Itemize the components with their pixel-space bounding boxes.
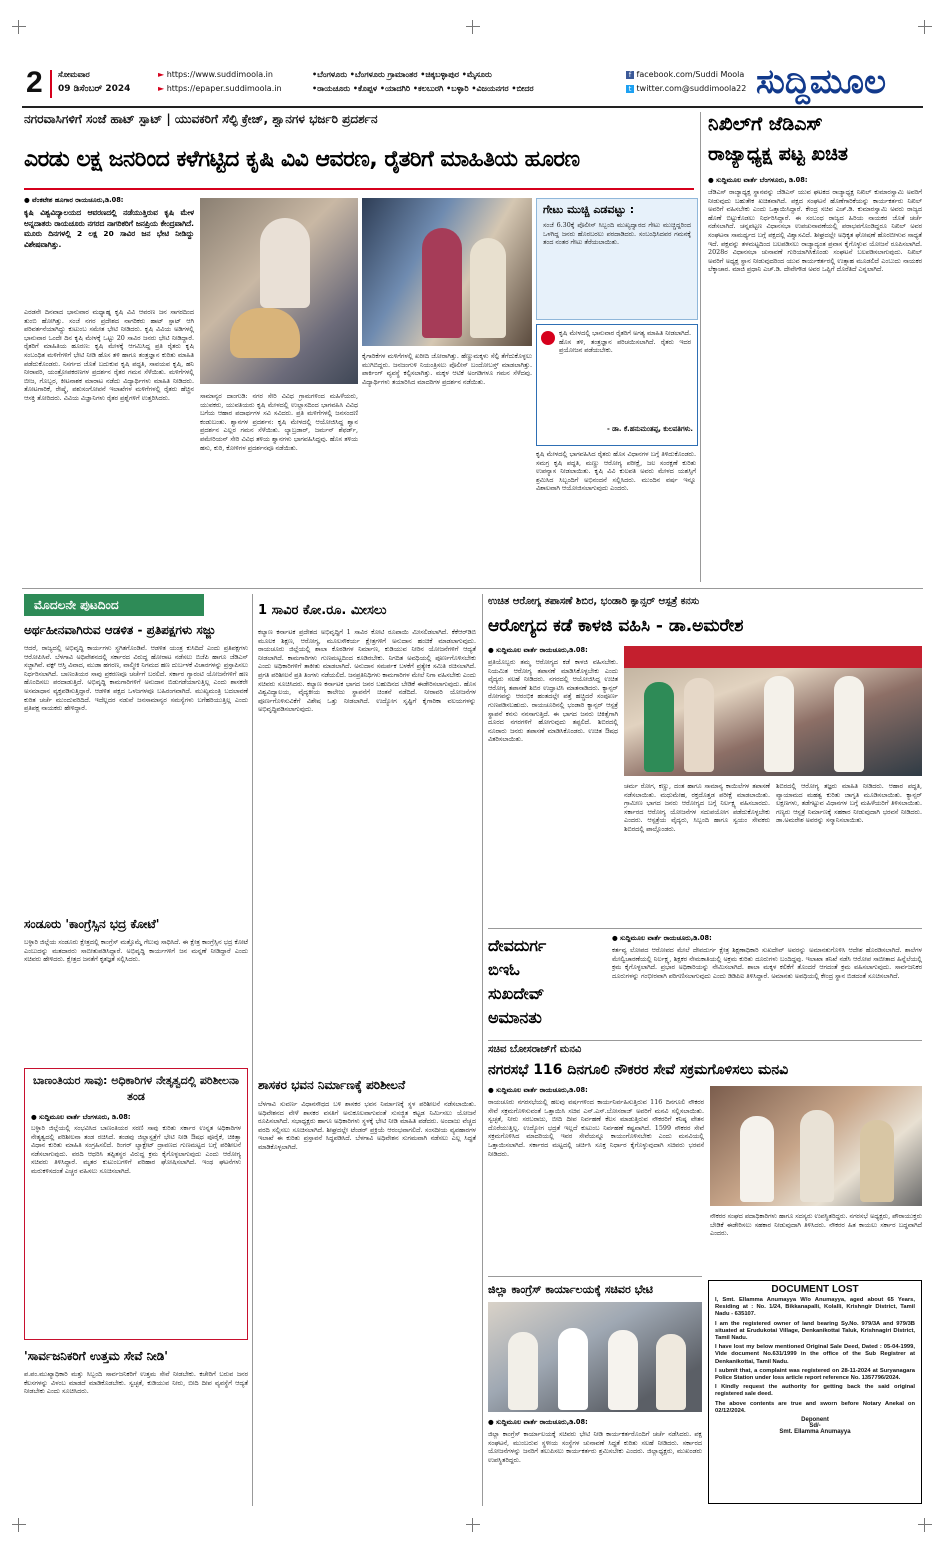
lead-kicker: ನಗರವಾಸಿಗಳಿಗೆ ಸಂಜೆ ಹಾಟ್ ಸ್ಪಾಟ್ | ಯುವಕರಿಗೆ ಸೆಲ್ಫಿ ಕ್ರೇಜ್, ಶ್ವಾನಗಳ ಭರ್ಜರಿ ಪ್ರದರ್ಶನ: [24, 112, 378, 126]
selfie-photo: [362, 198, 532, 346]
devadurga-h3: ಸುಖದೇವ್: [488, 984, 545, 1003]
ad-p6: The above contents are true and sworn before Notary Anekal on 02/12/2024.: [715, 1400, 915, 1414]
box-byline: ● ಸುದ್ದಿಮೂಲ ವಾರ್ತೆ ಬೆಂಗಳೂರು, ಡಿ.08:: [31, 1113, 131, 1121]
nikhil-headline-1: ನಿಖಿಲ್‌ಗೆ ಜೆಡಿಎಸ್: [708, 113, 823, 135]
box-body: ಬಳ್ಳಾರಿ ಜಿಲ್ಲೆಯಲ್ಲಿ ಸಂಭವಿಸಿದ ಬಾಣಂತಿಯರ ಸರಣಿ ಸಾವು ಕುರಿತು ಸರ್ಕಾರ ಉನ್ನತ ಅಧಿಕಾರಿಗಳ ನೇತೃತ್ವದಲ್ಲಿ ಪರಿಶೀಲನಾ ತಂಡ ರಚಿಸಿದೆ. ತಂಡವು ಜಿಲ್ಲಾಸ್ಪತ್ರೆಗೆ ಭೇಟಿ ನೀಡಿ ಔಷಧ ಪೂರೈಕೆ, ಚಿಕಿತ್ಸಾ ವಿಧಾನ ಕುರಿತು ಮಾಹಿತಿ ಸಂಗ್ರಹಿಸಲಿದೆ. ರಿಂಗರ್ ಲ್ಯಾಕ್ಟೇಟ್ ದ್ರಾವಣದ ಗುಣಮಟ್ಟದ ಬಗ್ಗೆ ಪರಿಶೀಲನೆ ನಡೆಸಲಾಗುವುದು. ವರದಿ ಆಧರಿಸಿ ತಪ್ಪಿತಸ್ಥರ ವಿರುದ್ಧ ಕ್ರಮ ಕೈಗೊಳ್ಳಲಾಗುವುದು ಎಂದು ಆರೋಗ್ಯ ಸಚಿವರು ತಿಳಿಸಿದ್ದಾರೆ. ಮೃತರ ಕುಟುಂಬಗಳಿಗೆ ಪರಿಹಾರ ಘೋಷಿಸಲಾಗಿದೆ. ಇಂಥ ಘಟನೆಗಳು ಮರುಕಳಿಸದಂತೆ ಎಚ್ಚರ ವಹಿಸಲು ಸೂಚಿಸಲಾಗಿದೆ.: [31, 1124, 241, 1175]
person-shape: [260, 218, 310, 308]
globe-icon: ►: [158, 84, 167, 93]
nagara-b1: ರಾಯಚೂರು ನಗರಸಭೆಯಲ್ಲಿ ಹಲವು ವರ್ಷಗಳಿಂದ ಕಾರ್ಯನಿರ್ವಹಿಸುತ್ತಿರುವ 116 ದಿನಗೂಲಿ ನೌಕರರ ಸೇವೆ ಸಕ್ರಮಗೊಳಿಸುವಂತೆ ಒತ್ತಾಯಿಸಿ ಸಚಿವ ಎನ್.ಎಸ್.ಬೋಸರಾಜ್ ಅವರಿಗೆ ಮನವಿ ಸಲ್ಲಿಸಲಾಯಿತು. ಸ್ವಚ್ಛತೆ, ನೀರು ಸರಬರಾಜು, ಬೀದಿ ದೀಪ ನಿರ್ವಹಣೆ ಕೆಲಸ ಮಾಡುತ್ತಿರುವ ನೌಕರರಿಗೆ ಕನಿಷ್ಠ ವೇತನ ದೊರೆಯುತ್ತಿಲ್ಲ. ಉದ್ಯೋಗ ಭದ್ರತೆ ಇಲ್ಲದೆ ಕುಟುಂಬ ನಿರ್ವಹಣೆ ಕಷ್ಟವಾಗಿದೆ. 1599 ನೌಕರರ ಸೇವೆ ಸಕ್ರಮಗೊಳಿಸಿದ ಮಾದರಿಯಲ್ಲಿ ಇವರ ಸೇವೆಯನ್ನೂ ಕಾಯಂಗೊಳಿಸಬೇಕು ಎಂದು ಮನವಿಯಲ್ಲಿ ಒತ್ತಾಯಿಸಲಾಗಿದೆ. ಸರ್ಕಾರದ ಮಟ್ಟದಲ್ಲಿ ಚರ್ಚಿಸಿ ಸೂಕ್ತ ನಿರ್ಧಾರ ಕೈಗೊಳ್ಳುವುದಾಗಿ ಸಚಿವರು ಭರವಸೆ ನೀಡಿದರು.: [488, 1098, 704, 1158]
twitter-link[interactable]: t twitter.com@suddimoola22: [626, 84, 746, 93]
ad-sig-1: Deponent: [801, 1417, 829, 1424]
crop-mark: [918, 1518, 932, 1532]
lead-byline: ● ವೆಂಕಟೇಶ ಹೂಗಾರ ರಾಯಚೂರು,ಡಿ.08:: [24, 196, 124, 204]
nagara-photo: [710, 1086, 922, 1206]
lead-rule: [24, 188, 694, 190]
sidebox-title: ಗೇಟು ಮುಚ್ಚಿ ಎಡವಟ್ಟು :: [543, 203, 635, 216]
dog-show-photo: [200, 198, 358, 384]
twitter-icon: t: [626, 85, 634, 93]
column-divider: [700, 112, 701, 582]
dog-shape: [230, 308, 300, 358]
crop-mark: [466, 1518, 480, 1532]
devadurga-h1: ದೇವದುರ್ಗ: [488, 936, 547, 955]
facebook-link[interactable]: f facebook.com/Suddi Moola: [626, 70, 744, 79]
person-shape: [422, 228, 462, 338]
cities-row-1: •ಬೆಂಗಳೂರು •ಬೆಂಗಳೂರು ಗ್ರಾಮಾಂತರ •ಚಿಕ್ಕಬಳ್ಳಾಪುರ •ಮೈಸೂರು: [312, 70, 492, 79]
person-shape: [644, 682, 674, 772]
person-shape: [558, 1328, 588, 1410]
devadurga-headline: [488, 934, 606, 1034]
crop-mark: [466, 20, 480, 34]
page-number: 2: [26, 66, 43, 99]
lead-headline: ಎರಡು ಲಕ್ಷ ಜನರಿಂದ ಕಳೆಗಟ್ಟಿದ ಕೃಷಿ ವಿವಿ ಆವರಣ, ರೈತರಿಗೆ ಮಾಹಿತಿಯ ಹೂರಣ: [24, 147, 580, 172]
health-b1: ಪ್ರತಿಯೊಬ್ಬರು ತಮ್ಮ ಆರೋಗ್ಯದ ಕಡೆ ಕಾಳಜಿ ವಹಿಸಬೇಕು. ನಿಯಮಿತ ಆರೋಗ್ಯ ತಪಾಸಣೆ ಮಾಡಿಸಿಕೊಳ್ಳಬೇಕು ಎಂದು ವೈದ್ಯರು ಸಲಹೆ ನೀಡಿದರು. ನಗರದಲ್ಲಿ ಆಯೋಜಿಸಿದ್ದ ಉಚಿತ ಆರೋಗ್ಯ ತಪಾಸಣೆ ಶಿಬಿರ ಉದ್ಘಾಟಿಸಿ ಮಾತನಾಡಿದರು. ಕ್ಯಾನ್ಸರ್ ರೋಗವನ್ನು ಆರಂಭಿಕ ಹಂತದಲ್ಲೇ ಪತ್ತೆ ಹಚ್ಚಿದರೆ ಸಂಪೂರ್ಣ ಗುಣಪಡಿಸಬಹುದು. ರಾಯಚೂರಿನಲ್ಲಿ ಭಂಡಾರಿ ಕ್ಯಾನ್ಸರ್ ಆಸ್ಪತ್ರೆ ಸ್ಥಾಪನೆ ಕನಸು ನನಸಾಗುತ್ತಿದೆ. ಈ ಭಾಗದ ಜನರು ಚಿಕಿತ್ಸೆಗಾಗಿ ದೂರದ ನಗರಗಳಿಗೆ ಹೋಗುವುದು ತಪ್ಪಲಿದೆ. ಶಿಬಿರದಲ್ಲಿ ನೂರಾರು ಜನರು ತಪಾಸಣೆ ಮಾಡಿಸಿಕೊಂಡರು. ಉಚಿತ ಔಷಧ ವಿತರಿಸಲಾಯಿತು.: [488, 658, 618, 744]
mid-b2: ಬೆಳಗಾವಿ ಸುವರ್ಣ ವಿಧಾನಸೌಧದ ಬಳಿ ಶಾಸಕರ ಭವನ ನಿರ್ಮಾಣಕ್ಕೆ ಸ್ಥಳ ಪರಿಶೀಲನೆ ನಡೆಸಲಾಯಿತು. ಅಧಿವೇಶನದ ವೇಳೆ ಶಾಸಕರ ವಸತಿಗೆ ಅನುಕೂಲವಾಗುವಂತೆ ಸುಸಜ್ಜಿತ ಕಟ್ಟಡ ನಿರ್ಮಿಸಲು ಯೋಜನೆ ರೂಪಿಸಲಾಗಿದೆ. ಸಭಾಧ್ಯಕ್ಷರು ಹಾಗೂ ಅಧಿಕಾರಿಗಳು ಸ್ಥಳಕ್ಕೆ ಭೇಟಿ ನೀಡಿ ಮಾಹಿತಿ ಪಡೆದರು. ಅಂದಾಜು ವೆಚ್ಚದ ವರದಿ ಸಲ್ಲಿಸಲು ಸೂಚಿಸಲಾಗಿದೆ. ಶೀಘ್ರದಲ್ಲೇ ಟೆಂಡರ್ ಪ್ರಕ್ರಿಯೆ ಆರಂಭವಾಗಲಿದೆ. ಸಂಸದೀಯ ವ್ಯವಹಾರಗಳ ಇಲಾಖೆ ಈ ಕುರಿತು ಪ್ರಸ್ತಾವನೆ ಸಿದ್ಧಪಡಿಸಿದೆ. ಬೆಳಗಾವಿ ಅಧಿವೇಶನ ಸುಗಮವಾಗಿ ನಡೆಸಲು ಎಲ್ಲ ಸಿದ್ಧತೆ ಮಾಡಿಕೊಳ್ಳಲಾಗಿದೆ.: [258, 1100, 476, 1151]
ad-p5: I Kindly request the authority for getting back the said original registered sale deed.: [715, 1384, 915, 1398]
person-shape: [608, 1330, 638, 1410]
column-divider: [252, 594, 253, 1506]
cities-row-2: •ರಾಯಚೂರು •ಕೊಪ್ಪಳ •ಯಾದಗಿರಿ •ಕಲಬುರಗಿ •ಬಳ್ಳಾರಿ •ವಿಜಯನಗರ •ಬೀದರ: [312, 84, 534, 93]
health-byline: ● ಸುದ್ದಿಮೂಲ ವಾರ್ತೆ ರಾಯಚೂರು,ಡಿ.08:: [488, 646, 588, 654]
section-rule: [488, 1276, 702, 1277]
gate-sidebox: [536, 198, 698, 320]
person-shape: [800, 1110, 834, 1202]
person-shape: [860, 1120, 894, 1202]
ad-sig-2: Sd/-: [809, 1423, 821, 1430]
ad-sig-3: Smt. Ellamma Anumayya: [779, 1429, 851, 1436]
congress-body: ಜಿಲ್ಲಾ ಕಾಂಗ್ರೆಸ್ ಕಾರ್ಯಾಲಯಕ್ಕೆ ಸಚಿವರು ಭೇಟಿ ನೀಡಿ ಕಾರ್ಯಕರ್ತರೊಂದಿಗೆ ಚರ್ಚೆ ನಡೆಸಿದರು. ಪಕ್ಷ ಸಂಘಟನೆ, ಮುಂಬರುವ ಸ್ಥಳೀಯ ಸಂಸ್ಥೆಗಳ ಚುನಾವಣೆ ಸಿದ್ಧತೆ ಕುರಿತು ಸಲಹೆ ನೀಡಿದರು. ಸರ್ಕಾರದ ಯೋಜನೆಗಳನ್ನು ಜನರಿಗೆ ತಲುಪಿಸಲು ಕಾರ್ಯಕರ್ತರು ಶ್ರಮಿಸಬೇಕು ಎಂದರು. ಜಿಲ್ಲಾಧ್ಯಕ್ಷರು, ಮುಖಂಡರು ಉಪಸ್ಥಿತರಿದ್ದರು.: [488, 1430, 702, 1464]
mid-b1: ಕಲ್ಯಾಣ ಕರ್ನಾಟಕ ಪ್ರದೇಶದ ಅಭಿವೃದ್ಧಿಗೆ 1 ಸಾವಿರ ಕೋಟಿ ರೂಪಾಯಿ ಮೀಸಲಿಡಲಾಗಿದೆ. ಕೆಕೆಆರ್‌ಡಿಬಿ ಮೂಲಕ ಶಿಕ್ಷಣ, ಆರೋಗ್ಯ, ಮೂಲಸೌಕರ್ಯ ಕ್ಷೇತ್ರಗಳಿಗೆ ಅನುದಾನ ಹಂಚಿಕೆ ಮಾಡಲಾಗುವುದು. ರಾಯಚೂರು ಜಿಲ್ಲೆಯಲ್ಲಿ ಶಾಲಾ ಕೊಠಡಿಗಳ ನಿರ್ಮಾಣ, ಕುಡಿಯುವ ನೀರಿನ ಯೋಜನೆಗಳಿಗೆ ಆದ್ಯತೆ ನೀಡಲಾಗಿದೆ. ಕಾಮಗಾರಿಗಳು ಗುಣಮಟ್ಟದಿಂದ ಕೂಡಿರಬೇಕು. ನಿಗದಿತ ಅವಧಿಯಲ್ಲಿ ಪೂರ್ಣಗೊಳಿಸಬೇಕು ಎಂದು ಅಧಿಕಾರಿಗಳಿಗೆ ತಾಕೀತು ಮಾಡಲಾಗಿದೆ. ಅನುದಾನ ಸಮರ್ಪಕ ಬಳಕೆಗೆ ಪ್ರತ್ಯೇಕ ಸಮಿತಿ ರಚಿಸಲಾಗಿದೆ. ಪ್ರಗತಿ ಪರಿಶೀಲನೆ ಪ್ರತಿ ತಿಂಗಳು ನಡೆಯಲಿದೆ. ಜನಪ್ರತಿನಿಧಿಗಳು ಕಾಮಗಾರಿಗಳ ಮೇಲೆ ನಿಗಾ ವಹಿಸಬೇಕು ಎಂದು ಸಚಿವರು ಸೂಚಿಸಿದರು. ಕಲ್ಯಾಣ ಕರ್ನಾಟಕ ಭಾಗದ ಜನರ ಬಹುದಿನದ ಬೇಡಿಕೆ ಈಡೇರಿಸಲಾಗುವುದು. ಹೊಸ ವಿಶ್ವವಿದ್ಯಾಲಯ, ವೈದ್ಯಕೀಯ ಕಾಲೇಜು ಸ್ಥಾಪನೆಗೆ ಚಿಂತನೆ ನಡೆದಿದೆ. ನೀರಾವರಿ ಯೋಜನೆಗಳ ಪೂರ್ಣಗೊಳಿಸುವಿಕೆಗೆ ವಿಶೇಷ ಒತ್ತು ನೀಡಲಾಗಿದೆ. ಉದ್ಯೋಗ ಸೃಷ್ಟಿಗೆ ಕೈಗಾರಿಕಾ ವಲಯಗಳನ್ನು ಅಭಿವೃದ್ಧಿಪಡಿಸಲಾಗುವುದು.: [258, 628, 476, 714]
section-rule: [488, 928, 922, 929]
health-b2: ಚರ್ಮ ರೋಗ, ಕಣ್ಣು, ದಂತ ಹಾಗೂ ಸಾಮಾನ್ಯ ಕಾಯಿಲೆಗಳ ತಪಾಸಣೆ ನಡೆಸಲಾಯಿತು. ಮಧುಮೇಹ, ರಕ್ತದೊತ್ತಡ ಪರೀಕ್ಷೆ ಮಾಡಲಾಯಿತು. ಗ್ರಾಮೀಣ ಭಾಗದ ಜನರು ಆರೋಗ್ಯದ ಬಗ್ಗೆ ನಿರ್ಲಕ್ಷ್ಯ ವಹಿಸಬಾರದು. ಸರ್ಕಾರದ ಆರೋಗ್ಯ ಯೋಜನೆಗಳ ಸದುಪಯೋಗ ಪಡೆದುಕೊಳ್ಳಬೇಕು ಎಂದರು. ಆಸ್ಪತ್ರೆಯ ವೈದ್ಯರು, ಸಿಬ್ಬಂದಿ ಹಾಗೂ ಸ್ವಯಂ ಸೇವಕರು ಶಿಬಿರದಲ್ಲಿ ಪಾಲ್ಗೊಂಡರು.: [624, 782, 770, 833]
left-b1: ಆದರೆ, ರಾಜ್ಯದಲ್ಲಿ ಅಭಿವೃದ್ಧಿ ಕಾರ್ಯಗಳು ಸ್ಥಗಿತಗೊಂಡಿವೆ. ಆಡಳಿತ ಯಂತ್ರ ಕುಸಿದಿದೆ ಎಂದು ಪ್ರತಿಪಕ್ಷಗಳು ಆರೋಪಿಸಿವೆ. ಬೆಳಗಾವಿ ಅಧಿವೇಶನದಲ್ಲಿ ಸರ್ಕಾರದ ವಿರುದ್ಧ ಹೋರಾಟ ನಡೆಸಲು ಬಿಜೆಪಿ ಹಾಗೂ ಜೆಡಿಎಸ್ ಸಜ್ಜಾಗಿವೆ. ವಕ್ಫ್ ಆಸ್ತಿ ವಿವಾದ, ಮುಡಾ ಹಗರಣ, ವಾಲ್ಮೀಕಿ ನಿಗಮದ ಹಣ ದುರ್ಬಳಕೆ ವಿಚಾರಗಳನ್ನು ಪ್ರಸ್ತಾಪಿಸಲು ನಿರ್ಧರಿಸಲಾಗಿದೆ. ಬಾಣಂತಿಯರ ಸಾವು ಪ್ರಕರಣವೂ ಚರ್ಚೆಗೆ ಬರಲಿದೆ. ಸರ್ಕಾರ ಗ್ಯಾರಂಟಿ ಯೋಜನೆಗಳಿಗೆ ಹಣ ಹೊಂದಿಸಲು ಪರದಾಡುತ್ತಿದೆ. ಅಭಿವೃದ್ಧಿ ಕಾಮಗಾರಿಗಳಿಗೆ ಅನುದಾನ ಬಿಡುಗಡೆಯಾಗುತ್ತಿಲ್ಲ ಎಂದು ಶಾಸಕರೇ ಅಸಮಾಧಾನ ವ್ಯಕ್ತಪಡಿಸುತ್ತಿದ್ದಾರೆ. ಆಡಳಿತ ಪಕ್ಷದ ಒಳಜಗಳವೂ ಬಹಿರಂಗವಾಗಿದೆ. ಮುಖ್ಯಮಂತ್ರಿ ಬದಲಾವಣೆ ಕುರಿತ ಚರ್ಚೆ ಮುಂದುವರಿದಿದೆ. ಇದೆಲ್ಲದರ ನಡುವೆ ಜನಸಾಮಾನ್ಯರ ಸಮಸ್ಯೆಗಳು ಬಗೆಹರಿಯುತ್ತಿಲ್ಲ ಎಂದು ಪ್ರತಿಪಕ್ಷ ನಾಯಕರು ಹೇಳಿದ್ದಾರೆ.: [24, 644, 248, 713]
nagara-byline: ● ಸುದ್ದಿಮೂಲ ವಾರ್ತೆ ರಾಯಚೂರು,ಡಿ.08:: [488, 1086, 588, 1094]
lead-body-col2: ಸಾಮಾನ್ಯರ ದಾಂಗುಡಿ: ನಗರ ಸೇರಿ ವಿವಿಧ ಗ್ರಾಮಗಳಿಂದ ಮಹಿಳೆಯರು, ಯುವಕರು, ಯುವತಿಯರು ಕೃಷಿ ಮೇಳದಲ್ಲಿ ಉಲ್ಲಾಸದಿಂದ ಭಾಗವಹಿಸಿ ವಿವಿಧ ಬಗೆಯ ಆಹಾರ ಪದಾರ್ಥಗಳ ಸವಿ ಸವಿದರು. ಪ್ರತಿ ಮಳಿಗೆಗಳಲ್ಲಿ ಜನಸಂದಣಿ ಕಂಡುಬಂತು. ಶ್ವಾನಗಳ ಪ್ರದರ್ಶನ: ಕೃಷಿ ಮೇಳದಲ್ಲಿ ಆಯೋಜಿಸಿದ್ದ ಶ್ವಾನ ಪ್ರದರ್ಶನ ಎಲ್ಲರ ಗಮನ ಸೆಳೆಯಿತು. ಲ್ಯಾಬ್ರಡಾರ್, ಜರ್ಮನ್ ಶೆಫರ್ಡ್, ಪಮೇರಿಯನ್ ಸೇರಿ ವಿವಿಧ ತಳಿಯ ಶ್ವಾನಗಳು ಭಾಗವಹಿಸಿದ್ದವು. ಹೊಸ ತಳಿಯ ಹಸು, ಕುರಿ, ಕೋಳಿಗಳ ಪ್ರದರ್ಶನವೂ ನಡೆಯಿತು.: [200, 392, 358, 452]
lead-body-col4: ಕೃಷಿ ಮೇಳದಲ್ಲಿ ಭಾಗವಹಿಸಿದ ರೈತರು ಹೊಸ ವಿಧಾನಗಳ ಬಗ್ಗೆ ತಿಳಿದುಕೊಂಡರು. ಸಮಗ್ರ ಕೃಷಿ ಪದ್ಧತಿ, ಮಣ್ಣು ಆರೋಗ್ಯ ಪರೀಕ್ಷೆ, ಜಲ ಸಂರಕ್ಷಣೆ ಕುರಿತು ಉಪನ್ಯಾಸ ನೀಡಲಾಯಿತು. ಕೃಷಿ ವಿವಿ ಕುಲಪತಿ ಅವರು ಮೇಳದ ಯಶಸ್ಸಿಗೆ ಶ್ರಮಿಸಿದ ಸಿಬ್ಬಂದಿಗೆ ಅಭಿನಂದನೆ ಸಲ್ಲಿಸಿದರು. ಮುಂದಿನ ವರ್ಷ ಇನ್ನೂ ವಿಶಾಲವಾಗಿ ಆಯೋಜಿಸಲಾಗುವುದು ಎಂದರು.: [536, 450, 696, 493]
box-headline: ಬಾಣಂತಿಯರ ಸಾವು: ಅಧಿಕಾರಿಗಳ ನೇತೃತ್ವದಲ್ಲಿ ಪರಿಶೀಲನಾ ತಂಡ: [32, 1074, 240, 1103]
crop-mark: [12, 20, 26, 34]
devadurga-body: ಕರ್ತವ್ಯ ಲೋಪದ ಆರೋಪದ ಮೇಲೆ ದೇವದುರ್ಗ ಕ್ಷೇತ್ರ ಶಿಕ್ಷಣಾಧಿಕಾರಿ ಸುಖದೇವ್ ಅವರನ್ನು ಅಮಾನತುಗೊಳಿಸಿ ಆದೇಶ ಹೊರಡಿಸಲಾಗಿದೆ. ಶಾಲೆಗಳ ಮೇಲ್ವಿಚಾರಣೆಯಲ್ಲಿ ನಿರ್ಲಕ್ಷ್ಯ, ಶಿಕ್ಷಕರ ನೇಮಕಾತಿಯಲ್ಲಿ ಅಕ್ರಮ ಕುರಿತು ದೂರುಗಳು ಬಂದಿದ್ದವು. ಇಲಾಖಾ ತನಿಖೆ ನಡೆಸಿ ಆರೋಪ ಸಾಬೀತಾದ ಹಿನ್ನೆಲೆಯಲ್ಲಿ ಕ್ರಮ ಕೈಗೊಳ್ಳಲಾಗಿದೆ. ಪ್ರಭಾರ ಅಧಿಕಾರಿಯನ್ನು ನೇಮಿಸಲಾಗಿದೆ. ಶಾಲಾ ಮಕ್ಕಳ ಕಲಿಕೆಗೆ ತೊಂದರೆ ಆಗದಂತೆ ಕ್ರಮ ವಹಿಸಲಾಗುವುದು. ಸಾರ್ವಜನಿಕರ ದೂರುಗಳನ್ನು ಗಂಭೀರವಾಗಿ ಪರಿಗಣಿಸಲಾಗುವುದು ಎಂದು ಡಿಡಿಪಿಐ ತಿಳಿಸಿದ್ದಾರೆ. ಅಮಾನತು ಅವಧಿಯಲ್ಲಿ ಕೇಂದ್ರ ಸ್ಥಾನ ಬಿಡದಂತೆ ಸೂಚಿಸಲಾಗಿದೆ.: [612, 946, 922, 980]
health-b3: ಶಿಬಿರದಲ್ಲಿ ಆರೋಗ್ಯ ತಜ್ಞರು ಮಾಹಿತಿ ನೀಡಿದರು. ಆಹಾರ ಪದ್ಧತಿ, ವ್ಯಾಯಾಮದ ಮಹತ್ವ ಕುರಿತು ಜಾಗೃತಿ ಮೂಡಿಸಲಾಯಿತು. ಕ್ಯಾನ್ಸರ್ ಲಕ್ಷಣಗಳು, ತಡೆಗಟ್ಟುವ ವಿಧಾನಗಳ ಬಗ್ಗೆ ಮಹಿಳೆಯರಿಗೆ ತಿಳಿಸಲಾಯಿತು. ಗಣ್ಯರು ಆಸ್ಪತ್ರೆ ನಿರ್ಮಾಣಕ್ಕೆ ಸಹಕಾರ ನೀಡುವುದಾಗಿ ಭರವಸೆ ನೀಡಿದರು. ಡಾ.ಅಮರೇಶ ಅವರನ್ನು ಸನ್ಮಾನಿಸಲಾಯಿತು.: [776, 782, 922, 825]
epaper-link[interactable]: ► https://epaper.suddimoola.in: [158, 84, 282, 93]
congress-byline: ● ಸುದ್ದಿಮೂಲ ವಾರ್ತೆ ರಾಯಚೂರು,ಡಿ.08:: [488, 1418, 588, 1426]
ad-p1: I, Smt. Ellamma Anumayya W/o Anumayya, aged about 65 Years, Residing at : No. 1/24, Bikkanapalli, Kolalli, Krishngir District, Tamil Nadu - 635107.: [715, 1297, 915, 1318]
lead-intro: ಕೃಷಿ ವಿಶ್ವವಿದ್ಯಾಲಯದ ಆವರಣದಲ್ಲಿ ನಡೆಯುತ್ತಿರುವ ಕೃಷಿ ಮೇಳ ಅನ್ನದಾತರು ರಾಯಚೂರು ನಗರದ ನಾಗರಿಕರಿಗೆ ಜನಪ್ರಿಯ ಕೇಂದ್ರವಾಗಿದೆ. ಮೂರು ದಿನಗಳಲ್ಲಿ 2 ಲಕ್ಷ 20 ಸಾವಿರ ಜನ ಭೇಟಿ ನೀಡಿದ್ದು ವಿಶೇಷವಾಗಿತ್ತು.: [24, 208, 194, 249]
ad-p2: I am the registered owner of land bearing Sy.No. 979/3A and 979/3B situated at Erudukotai Village, Denkanikottai Taluk, Krishnagiri District, Tamil Nadu.: [715, 1320, 915, 1342]
column-divider: [482, 594, 483, 1506]
ad-title: DOCUMENT LOST: [771, 1284, 859, 1295]
person-shape: [764, 676, 794, 772]
section-rule: [22, 588, 923, 589]
person-shape: [656, 1334, 686, 1410]
congress-headline: ಜಿಲ್ಲಾ ಕಾಂಗ್ರೆಸ್ ಕಾರ್ಯಾಲಯಕ್ಕೆ ಸಚಿವರ ಭೇಟಿ: [488, 1283, 653, 1296]
lead-body-col3: ಕೈಗಾರಿಕೆಗಳ ಮಳಿಗೆಗಳಲ್ಲಿ ಖರೀದಿ ಜೋರಾಗಿತ್ತು. ಹೆಣ್ಣುಮಕ್ಕಳು ಸೆಲ್ಫಿ ತೆಗೆದುಕೊಳ್ಳಲು ಮುಗಿಬಿದ್ದರು. ಜನಜಂಗುಳಿ ನಿಯಂತ್ರಿಸಲು ಪೊಲೀಸ್ ಬಂದೋಬಸ್ತ್ ಮಾಡಲಾಗಿತ್ತು. ಪಾರ್ಕಿಂಗ್ ವ್ಯವಸ್ಥೆ ಕಲ್ಪಿಸಲಾಗಿತ್ತು. ಮಕ್ಕಳ ಆಟಿಕೆ ಅಂಗಡಿಗಳೂ ಗಮನ ಸೆಳೆದವು. ವಿದ್ಯಾರ್ಥಿಗಳು ತಯಾರಿಸಿದ ಮಾದರಿಗಳ ಪ್ರದರ್ಶನ ನಡೆಯಿತು.: [362, 352, 532, 386]
nagara-headline: ನಗರಸಭೆ 116 ದಿನಗೂಲಿ ನೌಕರರ ಸೇವೆ ಸಕ್ರಮಗೊಳಿಸಲು ಮನವಿ: [488, 1062, 789, 1078]
person-shape: [508, 1332, 538, 1410]
lead-body-col1: ಎರಡನೇ ದಿನವಾದ ಭಾನುವಾರ ಮಧ್ಯಾಹ್ನ ಕೃಷಿ ವಿವಿ ಆವರಣ ಜನ ಸಾಗರದಿಂದ ತುಂಬಿ ಹೋಗಿತ್ತು. ಸಂಜೆ ನಗರ ಪ್ರದೇಶದ ನಾಗರಿಕರು ಹಾಟ್ ಸ್ಪಾಟ್ ಆಗಿ ಪರಿವರ್ತನೆಯಾಗಿದ್ದು ಕುಟುಂಬ ಸಮೇತ ಭೇಟಿ ನೀಡಿದರು. ಕೃಷಿ ವಿವಿಯ ಅಡಿಗಳಲ್ಲಿ ಭಾನುವಾರ ಒಂದೇ ದಿನ ಕೃಷಿ ಮೇಳಕ್ಕೆ ಒಟ್ಟು 20 ಸಾವಿರ ಜನರು ಭೇಟಿ ನೀಡಿದ್ದಾರೆ. ರೈತರಿಗೆ ಮಾಹಿತಿಯ ಹೂರಣ: ಕೃಷಿ ಮೇಳಕ್ಕೆ ಆಗಮಿಸಿದ್ದ ಪ್ರತಿ ರೈತರು ಕೃಷಿ ಸಂಬಂಧಿತ ಮಳಿಗೆಗಳಿಗೆ ಭೇಟಿ ನೀಡಿ ಹೊಸ ತಳಿ ಹಾಗೂ ತಂತ್ರಜ್ಞಾನ ಕುರಿತು ಮಾಹಿತಿ ಪಡೆದುಕೊಂಡರು. ನಿಸರ್ಗದ ಜೊತೆ ಬದುಕುವ ಕೃಷಿ ಪದ್ಧತಿ, ಸಾವಯವ ಕೃಷಿ, ಹನಿ ನೀರಾವರಿ, ಯಂತ್ರೋಪಕರಣಗಳ ಪ್ರದರ್ಶನ ರೈತರ ಗಮನ ಸೆಳೆಯಿತು. ಮಳಿಗೆಗಳಲ್ಲಿ ಬೀಜ, ಗೊಬ್ಬರ, ಕೀಟನಾಶಕ ಮಾರಾಟ ನಡೆದು ವಿದ್ಯಾರ್ಥಿಗಳು ಮಾಹಿತಿ ನೀಡಿದರು. ತೋಟಗಾರಿಕೆ, ರೇಷ್ಮೆ, ಪಶುಸಂಗೋಪನೆ ಇಲಾಖೆಗಳ ಮಳಿಗೆಗಳಲ್ಲಿ ರೈತರು ಹೆಚ್ಚಿನ ಆಸಕ್ತಿ ತೋರಿದರು. ವಿವಿಯ ವಿಜ್ಞಾನಿಗಳು ರೈತರ ಪ್ರಶ್ನೆಗಳಿಗೆ ಉತ್ತರಿಸಿದರು.: [24, 308, 194, 402]
ad-p4: I submit that, a complaint was registered on 28-11-2024 at Suryanagara Police Station under loss article report reference No. 1357796/2024.: [715, 1367, 915, 1382]
crop-mark: [12, 1518, 26, 1532]
avatar: [541, 331, 555, 345]
health-headline: ಆರೋಗ್ಯದ ಕಡೆ ಕಾಳಜಿ ವಹಿಸಿ - ಡಾ.ಅಮರೇಶ: [488, 616, 744, 636]
maternal-deaths-box: [24, 1068, 248, 1340]
person-shape: [834, 676, 864, 772]
globe-icon: ►: [158, 70, 167, 79]
nikhil-body: ಜೆಡಿಎಸ್ ರಾಜ್ಯಾಧ್ಯಕ್ಷ ಸ್ಥಾನವನ್ನು ಜೆಡಿಎಸ್ ಯುವ ಘಟಕದ ರಾಜ್ಯಾಧ್ಯಕ್ಷ ನಿಖಿಲ್ ಕುಮಾರಸ್ವಾಮಿ ಅವರಿಗೆ ನೀಡುವುದು ಬಹುತೇಕ ಖಚಿತವಾಗಿದೆ. ಪಕ್ಷದ ಸಂಘಟನೆ ಹೊಣೆಗಾರಿಕೆಯನ್ನು ಕಾರ್ಯಕರ್ತರು ನಿಖಿಲ್ ಅವರಿಗೆ ವಹಿಸಬೇಕು ಎಂದು ಒತ್ತಾಯಿಸಿದ್ದಾರೆ. ಕೇಂದ್ರ ಸಚಿವ ಎಚ್.ಡಿ. ಕುಮಾರಸ್ವಾಮಿ ಅವರು ರಾಜ್ಯದ ಹೊಣೆ ಬಿಟ್ಟುಕೊಡಲು ನಿರ್ಧರಿಸಿದ್ದಾರೆ. ಈ ಸಂಬಂಧ ರಾಜ್ಯದ ಹಿರಿಯ ನಾಯಕರ ಜೊತೆ ಚರ್ಚೆ ನಡೆಸಲಾಗಿದೆ. ಚನ್ನಪಟ್ಟಣ ವಿಧಾನಸಭಾ ಉಪಚುನಾವಣೆಯಲ್ಲಿ ಪರಾಭವಗೊಂಡಿದ್ದರೂ ನಿಖಿಲ್ ಅವರ ಸಂಘಟನಾ ಸಾಮರ್ಥ್ಯದ ಬಗ್ಗೆ ಪಕ್ಷದಲ್ಲಿ ವಿಶ್ವಾಸವಿದೆ. ಶೀಘ್ರದಲ್ಲೇ ಅಧಿಕೃತ ಘೋಷಣೆ ಹೊರಬೀಳುವ ಸಾಧ್ಯತೆ ಇದೆ. ಪಕ್ಷವನ್ನು ತಳಮಟ್ಟದಿಂದ ಬಲಪಡಿಸಲು ರಾಜ್ಯಾದ್ಯಂತ ಪ್ರವಾಸ ಕೈಗೊಳ್ಳುವ ಯೋಜನೆ ರೂಪಿಸಲಾಗಿದೆ. 2028ರ ವಿಧಾನಸಭಾ ಚುನಾವಣೆ ಗುರಿಯಾಗಿಸಿಕೊಂಡು ಸಂಘಟನೆ ಬಲಪಡಿಸಲಾಗುವುದು. ನಿಖಿಲ್ ಅವರಿಗೆ ಅಧ್ಯಕ್ಷ ಸ್ಥಾನ ನೀಡುವುದರಿಂದ ಯುವ ಕಾರ್ಯಕರ್ತರಲ್ಲಿ ಉತ್ಸಾಹ ಮೂಡಲಿದೆ ಎಂಬುದು ನಾಯಕರ ಲೆಕ್ಕಾಚಾರ. ಮಾಜಿ ಪ್ರಧಾನಿ ಎಚ್.ಡಿ. ದೇವೇಗೌಡ ಅವರ ಒಪ್ಪಿಗೆ ದೊರೆತಿದೆ ಎನ್ನಲಾಗಿದೆ.: [708, 188, 922, 274]
devadurga-h4: ಅಮಾನತು: [488, 1008, 542, 1027]
banner-shape: [624, 646, 922, 668]
day-label: ಸೋಮವಾರ: [58, 70, 90, 79]
masthead-logo: ಸುದ್ದಿಮೂಲ: [756, 62, 886, 102]
page-header: [22, 62, 922, 102]
person-shape: [740, 1116, 774, 1202]
mid-h2: ಶಾಸಕರ ಭವನ ನಿರ್ಮಾಣಕ್ಕೆ ಪರಿಶೀಲನೆ: [258, 1078, 406, 1092]
mid-h1: 1 ಸಾವಿರ ಕೋ.ರೂ. ಮೀಸಲು: [258, 603, 387, 618]
date-label: 09 ಡಿಸೆಂಬರ್ 2024: [58, 84, 131, 94]
crop-mark: [918, 20, 932, 34]
devadurga-h2: ಬಿಇಓ: [488, 960, 520, 979]
quote-body: ಕೃಷಿ ಮೇಳದಲ್ಲಿ ಭಾನುವಾರ ರೈತರಿಗೆ ಅಗತ್ಯ ಮಾಹಿತಿ ನೀಡಲಾಗಿದೆ. ಹೊಸ ತಳಿ, ತಂತ್ರಜ್ಞಾನ ಪರಿಚಯಿಸಲಾಗಿದೆ. ರೈತರು ಇದರ ಪ್ರಯೋಜನ ಪಡೆಯಬೇಕು.: [559, 329, 691, 355]
document-lost-ad: [708, 1280, 922, 1504]
header-divider: [50, 70, 52, 98]
nikhil-byline: ● ಸುದ್ದಿಮೂಲ ವಾರ್ತೆ ಬೆಂಗಳೂರು, ಡಿ.08:: [708, 176, 808, 184]
ad-p3: I have lost my below mentioned Original Sale Deed, Dated : 05-04-1999, Vide document No.631/1999 in the office of the Sub Registrer at Denkanikottai, Tamil Nadu.: [715, 1344, 915, 1365]
left-h2: ಸಂಡೂರು 'ಕಾಂಗ್ರೆಸ್ಸಿನ ಭದ್ರ ಕೋಟೆ': [24, 917, 160, 931]
quote-box: [536, 324, 698, 446]
quote-signature: - ಡಾ. ಕೆ.ಹನುಮಂತಪ್ಪ, ಕುಲಪತಿಗಳು.: [606, 425, 693, 433]
congress-photo: [488, 1302, 702, 1412]
left-h3: 'ಸಾರ್ವಜನಿಕರಿಗೆ ಉತ್ತಮ ಸೇವೆ ನೀಡಿ': [24, 1349, 168, 1363]
health-camp-photo: [624, 646, 922, 776]
left-h1: ಅರ್ಥಹೀನವಾಗಿರುವ ಆಡಳಿತ - ಪ್ರತಿಪಕ್ಷಗಳು ಸಜ್ಜು: [24, 623, 216, 637]
person-shape: [684, 678, 714, 772]
devadurga-byline: ● ಸುದ್ದಿಮೂಲ ವಾರ್ತೆ ರಾಯಚೂರು,ಡಿ.08:: [612, 934, 712, 942]
web-link[interactable]: ► https://www.suddimoola.in: [158, 70, 273, 79]
person-shape: [470, 238, 506, 338]
section-rule: [488, 1040, 922, 1041]
left-b3: ಪ.ಪಂ.ಮುಖ್ಯಾಧಿಕಾರಿ ಮತ್ತು ಸಿಬ್ಬಂದಿ ಸಾರ್ವಜನಿಕರಿಗೆ ಉತ್ತಮ ಸೇವೆ ನೀಡಬೇಕು. ಕಚೇರಿಗೆ ಬರುವ ಜನರ ಕೆಲಸಗಳನ್ನು ವಿಳಂಬ ಮಾಡದೆ ಮಾಡಿಕೊಡಬೇಕು. ಸ್ವಚ್ಛತೆ, ಕುಡಿಯುವ ನೀರು, ಬೀದಿ ದೀಪ ವ್ಯವಸ್ಥೆಗೆ ಆದ್ಯತೆ ನೀಡಬೇಕು ಎಂದು ಸೂಚಿಸಿದರು.: [24, 1370, 248, 1396]
section-tab: ಮೊದಲನೇ ಪುಟದಿಂದ: [24, 594, 204, 616]
sidebox-body: ಸಂಜೆ 6.30ಕ್ಕೆ ಪೊಲೀಸ್ ಸಿಬ್ಬಂದಿ ಮುಖ್ಯದ್ವಾರದ ಗೇಟು ಮುಚ್ಚಿದ್ದರಿಂದ ಒಳಗಿದ್ದ ಜನರು ಹೊರಬರಲು ಪರದಾಡಿದರು. ಸಂಬಂಧಿಸಿದವರ ಗಮನಕ್ಕೆ ತಂದ ನಂತರ ಗೇಟು ತೆರೆಯಲಾಯಿತು.: [543, 221, 691, 247]
header-rule: [22, 106, 923, 108]
nagara-kicker: ಸಚಿವ ಬೋಸರಾಜ್‌ಗೆ ಮನವಿ: [488, 1044, 582, 1055]
left-b2: ಬಳ್ಳಾರಿ ಜಿಲ್ಲೆಯ ಸಂಡೂರು ಕ್ಷೇತ್ರದಲ್ಲಿ ಕಾಂಗ್ರೆಸ್ ಮತ್ತೊಮ್ಮೆ ಗೆಲುವು ಸಾಧಿಸಿದೆ. ಈ ಕ್ಷೇತ್ರ ಕಾಂಗ್ರೆಸ್ಸಿನ ಭದ್ರ ಕೋಟೆ ಎಂಬುದನ್ನು ಮತದಾರರು ಸಾಬೀತುಪಡಿಸಿದ್ದಾರೆ. ಅಭಿವೃದ್ಧಿ ಕಾರ್ಯಗಳಿಗೆ ಜನ ಮನ್ನಣೆ ನೀಡಿದ್ದಾರೆ ಎಂದು ಸಚಿವರು ಹೇಳಿದರು. ಕ್ಷೇತ್ರದ ಜನತೆಗೆ ಕೃತಜ್ಞತೆ ಸಲ್ಲಿಸಿದರು.: [24, 938, 248, 964]
facebook-icon: f: [626, 71, 634, 79]
nikhil-headline-2: ರಾಜ್ಯಾಧ್ಯಕ್ಷ ಪಟ್ಟ ಖಚಿತ: [708, 143, 848, 165]
health-kicker: ಉಚಿತ ಆರೋಗ್ಯ ತಪಾಸಣೆ ಶಿಬಿರ, ಭಂಡಾರಿ ಕ್ಯಾನ್ಸರ್ ಆಸ್ಪತ್ರೆ ಕನಸು: [488, 596, 700, 607]
nagara-b2: ನೌಕರರ ಸಂಘದ ಪದಾಧಿಕಾರಿಗಳು ಹಾಗೂ ಸದಸ್ಯರು ಉಪಸ್ಥಿತರಿದ್ದರು. ನಗರಸಭೆ ಅಧ್ಯಕ್ಷರು, ಪೌರಾಯುಕ್ತರು ಬೇಡಿಕೆ ಈಡೇರಿಸಲು ಸಹಕಾರ ನೀಡುವುದಾಗಿ ತಿಳಿಸಿದರು. ನೌಕರರ ಹಿತ ಕಾಯಲು ಸರ್ಕಾರ ಬದ್ಧವಾಗಿದೆ ಎಂದರು.: [710, 1212, 922, 1238]
